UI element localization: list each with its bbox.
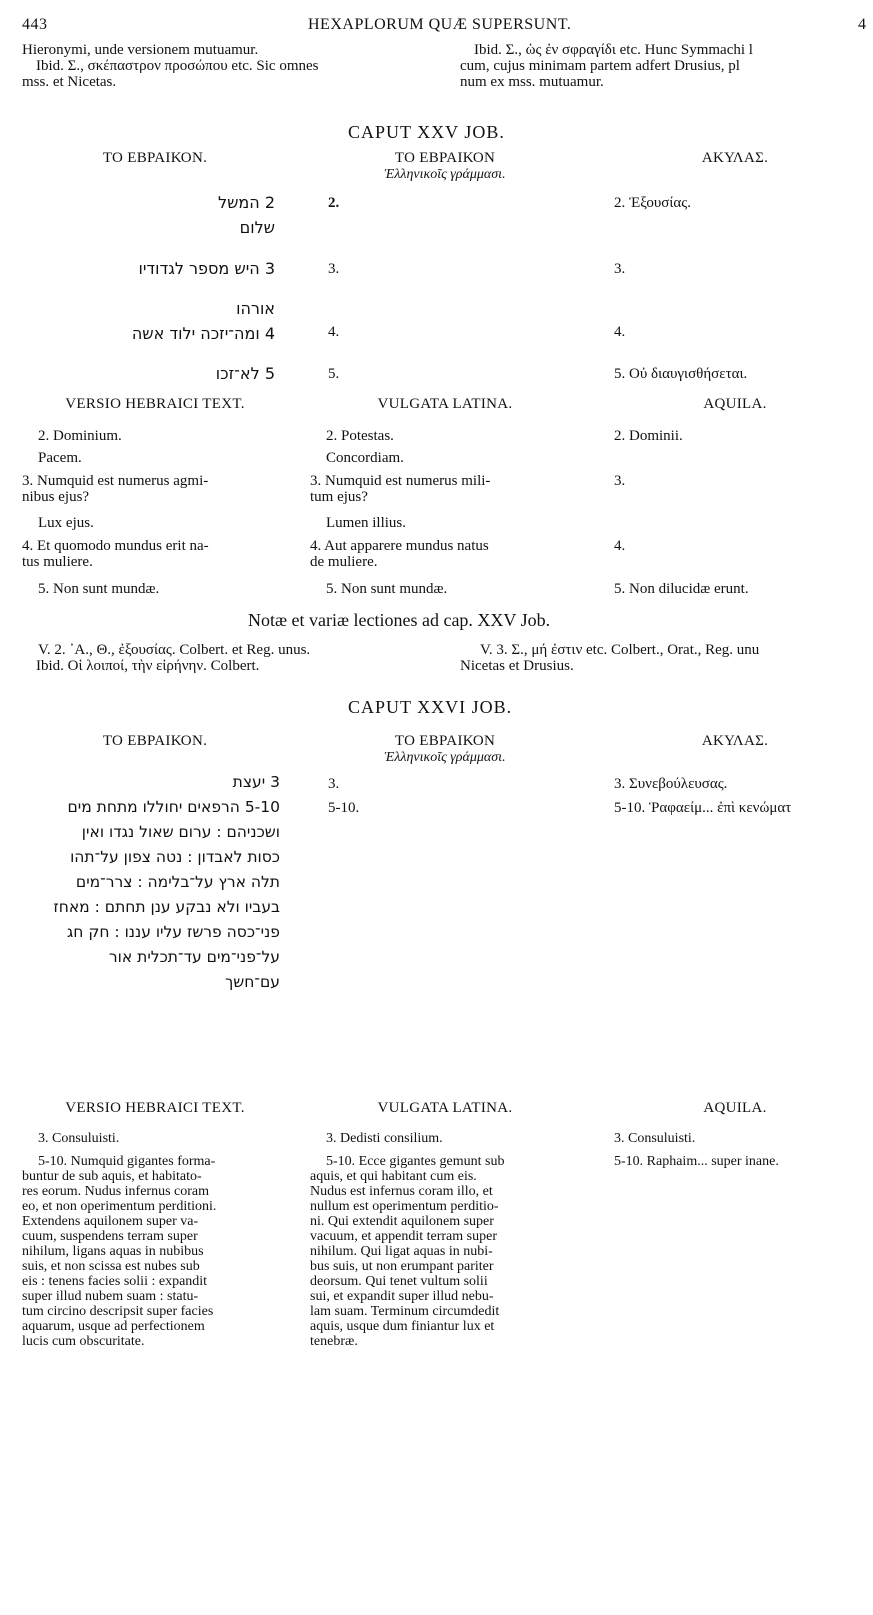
latin-cell: Concordiam. bbox=[326, 450, 404, 466]
notes-left bbox=[38, 642, 458, 674]
aquila-verse-2: 2. Ἐξουσίας. bbox=[614, 195, 691, 211]
note-line: V. 2. ᾿Α., Θ., ἐξουσίας. Colbert. et Reg. unus. bbox=[38, 642, 311, 658]
hebrew-verse-2: 2 המשל שלום bbox=[217, 193, 275, 237]
latin-line: lucis cum obscuritate. bbox=[22, 1334, 145, 1349]
latin-line: ni. Qui extendit aquilonem super bbox=[310, 1214, 494, 1229]
latin-cell: 4. bbox=[614, 538, 626, 554]
latin-cell: 2. Dominium. bbox=[38, 428, 122, 444]
latin-line: 5-10. Raphaim... super inane. bbox=[614, 1154, 779, 1169]
latin-cell: 2. Potestas. bbox=[326, 428, 394, 444]
hebrew-line: 5-10 הרפאים יחוללו מתחת מים bbox=[67, 798, 280, 816]
latin-line: buntur de sub aquis, et habitato- bbox=[22, 1169, 202, 1184]
latin-line: cuum, suspendens terram super bbox=[22, 1229, 198, 1244]
latin-cell: 4. Aut apparere mundus natus de muliere. bbox=[310, 538, 489, 570]
col-header-hebrew: ΤΟ ΕΒΡΑΙΚΟΝ. bbox=[102, 733, 208, 749]
latin-line: 3. Dedisti consilium. bbox=[326, 1131, 443, 1146]
notes-right bbox=[460, 642, 873, 674]
hebrew-line: 3 יעצת bbox=[232, 773, 280, 791]
latin-cell: 5. Non sunt mundæ. bbox=[326, 581, 448, 597]
page-number: 443 bbox=[22, 16, 48, 33]
aquila-verse-5-10: 5-10. Ῥαφαείμ... ἐπὶ κενώματ bbox=[614, 800, 792, 816]
aquila-verse-3: 3. Συνεβούλευσας. bbox=[614, 776, 728, 792]
col-header-hebrew-greek: ΤΟ ΕΒΡΑΙΚΟΝ bbox=[394, 733, 496, 749]
hebrew-verse-3: 3 היש מספר לגדודיו bbox=[138, 259, 275, 278]
latin-header-aquila: AQUILA. bbox=[703, 396, 767, 412]
latin-cell: 3. Numquid est numerus mili- tum ejus? bbox=[310, 473, 491, 505]
col-subheader-greek-letters: Ἑλληνικοῖς γράμμασι. bbox=[384, 167, 506, 182]
latin-cell: 5. Non sunt mundæ. bbox=[38, 581, 160, 597]
note-line: num ex mss. mutuamur. bbox=[460, 74, 604, 90]
latin-cell: Lumen illius. bbox=[326, 515, 406, 531]
hebrew-line: בעביו ולא נבקע ענן תחתם : מאחז bbox=[53, 898, 280, 916]
note-line: Ibid. Σ., σκέπαστρον προσώπου etc. Sic omnes bbox=[36, 58, 319, 74]
latin-line: suis, et non scissa est nubes sub bbox=[22, 1259, 200, 1274]
latin-header-aquila: AQUILA. bbox=[703, 1100, 767, 1116]
aquila-verse-5: 5. Οὐ διαυγισθήσεται. bbox=[614, 366, 748, 382]
latin-cell: 5. Non dilucidæ erunt. bbox=[614, 581, 749, 597]
latin-line: Extendens aquilonem super va- bbox=[22, 1214, 199, 1229]
latin-line: 3. Consuluisti. bbox=[38, 1131, 120, 1146]
hebrew-line: פני־כסה פרשז עליו עננו : חק חג bbox=[66, 923, 280, 941]
latin-line: 3. Consuluisti. bbox=[614, 1131, 696, 1146]
mid-verse-5: 5. bbox=[328, 366, 340, 382]
latin-line: aquis, usque dum finiantur lux et bbox=[310, 1319, 495, 1334]
hebrew-line: עם־חשך bbox=[224, 973, 280, 991]
mid-verse-3: 3. bbox=[328, 261, 340, 277]
aquila-verse-4: 4. bbox=[614, 324, 626, 340]
latin-header-versio: VERSIO HEBRAICI TEXT. bbox=[65, 396, 245, 412]
hebrew-verse-5: 5 לא־זכו bbox=[215, 364, 275, 383]
latin-header-vulgata: VULGATA LATINA. bbox=[377, 396, 513, 412]
note-line: Nicetas et Drusius. bbox=[460, 658, 574, 674]
latin-line: res eorum. Nudus infernus coram bbox=[22, 1184, 210, 1199]
col-header-hebrew: ΤΟ ΕΒΡΑΙΚΟΝ. bbox=[102, 150, 208, 166]
mid-verse-2: 2. bbox=[328, 195, 340, 211]
latin-line: sui, et expandit super illud nebu- bbox=[310, 1289, 494, 1304]
mid-verse-5-10: 5-10. bbox=[328, 800, 360, 816]
latin-line: lam suam. Terminum circumdedit bbox=[310, 1304, 500, 1319]
note-line: Ibid. Σ., ὡς ἐν σφραγίδι etc. Hunc Symmachi l bbox=[474, 42, 753, 58]
note-line: Hieronymi, unde versionem mutuamur. bbox=[22, 42, 259, 58]
chapter-26-title: CAPUT XXVI JOB. bbox=[348, 697, 513, 717]
note-line: cum, cujus minimam partem adfert Drusius, pl bbox=[460, 58, 740, 74]
latin-line: aquis, et qui habitant cum eis. bbox=[310, 1169, 477, 1184]
latin-header-vulgata: VULGATA LATINA. bbox=[377, 1100, 513, 1116]
latin-line: nihilum. Qui ligat aquas in nubi- bbox=[310, 1244, 493, 1259]
col-header-hebrew-greek: ΤΟ ΕΒΡΑΙΚΟΝ bbox=[394, 150, 496, 166]
note-line: Ibid. Οἱ λοιποί, τὴν εἰρήνην. Colbert. bbox=[36, 658, 260, 674]
latin-cell: Lux ejus. bbox=[38, 515, 94, 531]
latin-cell: 4. Et quomodo mundus erit na- tus muliere. bbox=[22, 538, 209, 570]
latin-line: eis : tenens facies solii : expandit bbox=[22, 1274, 208, 1289]
latin-line: tum circino descripsit super facies bbox=[22, 1304, 214, 1319]
right-page-number: 4 bbox=[858, 16, 867, 33]
latin-line: nullum est operimentum perditio- bbox=[310, 1199, 499, 1214]
col-header-aquila: ΑΚΥΛΑΣ. bbox=[701, 733, 769, 749]
hebrew-block bbox=[18, 770, 280, 995]
latin-line: eo, et non operimentum perditioni. bbox=[22, 1199, 217, 1214]
latin-line: nihilum, ligans aquas in nubibus bbox=[22, 1244, 204, 1259]
hebrew-verse-4: אורהו 4 ומה־יזכה ילוד אשה bbox=[131, 299, 275, 343]
top-notes-right bbox=[460, 42, 873, 90]
latin-versio-block bbox=[22, 1131, 294, 1349]
latin-aquila-block bbox=[614, 1131, 869, 1169]
latin-cell: Pacem. bbox=[38, 450, 82, 466]
hebrew-line: תלה ארץ על־בלימה : צרר־מים bbox=[75, 873, 280, 891]
latin-line: Nudus est infernus coram illo, et bbox=[310, 1184, 493, 1199]
latin-cell: 3. bbox=[614, 473, 626, 489]
latin-cell: 2. Dominii. bbox=[614, 428, 683, 444]
latin-line: super illud nubem suam : statu- bbox=[22, 1289, 199, 1304]
mid-verse-4: 4. bbox=[328, 324, 340, 340]
hebrew-line: על־פני־מים עד־תכלית אור bbox=[108, 948, 280, 966]
hebrew-line: כסות לאבדון : נטה צפון על־תהו bbox=[70, 848, 280, 866]
latin-line: deorsum. Qui tenet vultum solii bbox=[310, 1274, 488, 1289]
latin-line: bus suis, ut non erumpant pariter bbox=[310, 1259, 494, 1274]
latin-header-versio: VERSIO HEBRAICI TEXT. bbox=[65, 1100, 245, 1116]
latin-vulgata-block bbox=[310, 1131, 585, 1349]
latin-line: tenebræ. bbox=[310, 1334, 358, 1349]
running-title: HEXAPLORUM QUÆ SUPERSUNT. bbox=[308, 16, 572, 33]
latin-line: 5-10. Ecce gigantes gemunt sub bbox=[326, 1154, 505, 1169]
chapter-25-title: CAPUT XXV JOB. bbox=[348, 122, 505, 142]
note-line: mss. et Nicetas. bbox=[22, 74, 117, 90]
aquila-verse-3: 3. bbox=[614, 261, 626, 277]
latin-line: 5-10. Numquid gigantes forma- bbox=[38, 1154, 216, 1169]
col-header-aquila: ΑΚΥΛΑΣ. bbox=[701, 150, 769, 166]
latin-cell: 3. Numquid est numerus agmi- nibus ejus? bbox=[22, 473, 209, 505]
col-subheader-greek-letters: Ἑλληνικοῖς γράμμασι. bbox=[384, 750, 506, 765]
mid-verse-3: 3. bbox=[328, 776, 340, 792]
note-line: V. 3. Σ., μή ἐστιν etc. Colbert., Orat., Reg. unu bbox=[480, 642, 760, 658]
top-notes-left bbox=[22, 42, 442, 90]
notes-title: Notæ et variæ lectiones ad cap. XXV Job. bbox=[248, 610, 551, 630]
hebrew-line: ושכניהם : ערום שאול נגדו ואין bbox=[81, 823, 280, 841]
latin-line: aquarum, usque ad perfectionem bbox=[22, 1319, 205, 1334]
latin-line: vacuum, et appendit terram super bbox=[310, 1229, 497, 1244]
